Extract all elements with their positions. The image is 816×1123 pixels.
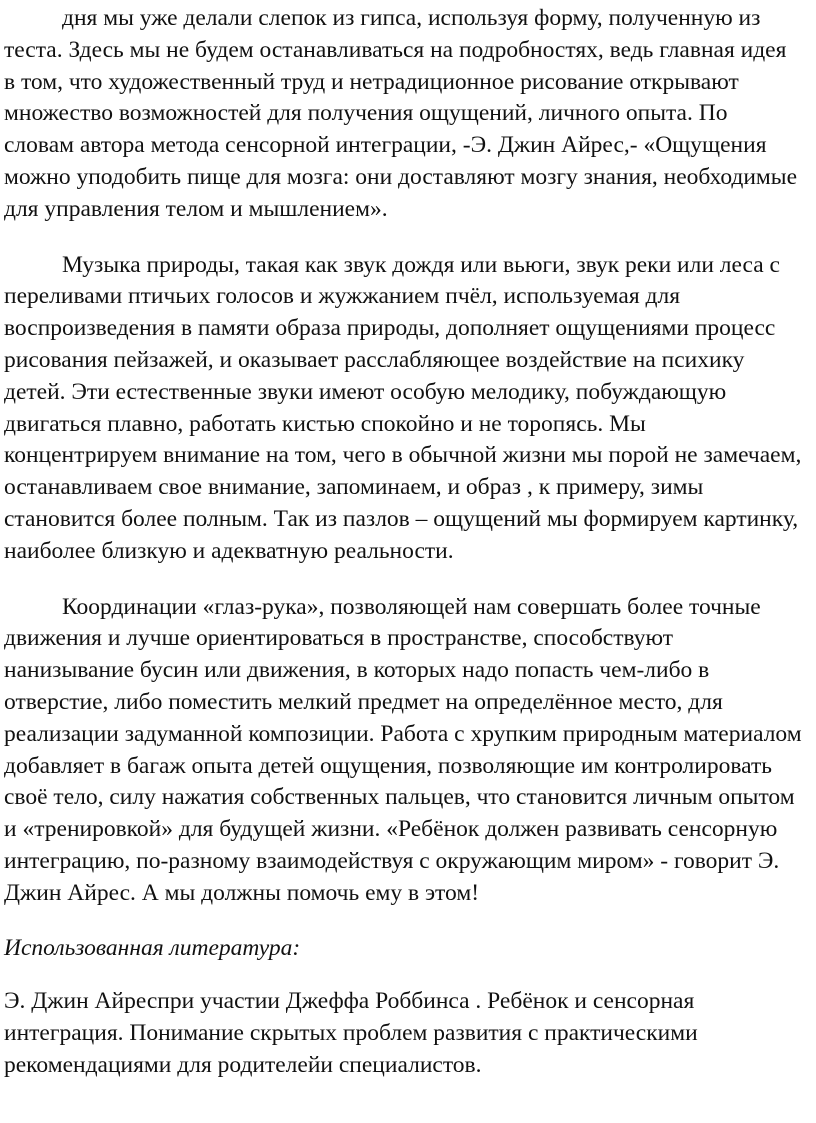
literature-entry: Э. Джин Айреспри участии Джеффа Роббинса . Ребёнок и сенсорная интеграция. Понимание скрытых проблем развития с практическими рекомендациями для родителейи специалистов. [4, 988, 698, 1078]
literature-heading: Использованная литература: [4, 934, 301, 961]
body-paragraph-3: Координации «глаз-рука», позволяющей нам совершать более точные движения и лучше ориентироваться в пространстве, способствуют нанизывание бусин или движения, в которых надо попасть чем-либо в отверстие, либо поместить мелкий предмет на определённое место, для реализации задуманной композиции. Работа с хрупким природным материалом добавляет в багаж опыта детей ощущения, позволяющие им контролировать своё тело, силу нажатия собственных пальцев, что становится личным опытом и «тренировкой» для будущей жизни. «Ребёнок должен развивать сенсорную интеграцию, по-разному взаимодействуя с окружающим миром» - говорит Э. Джин Айрес. А мы должны помочь ему в этом! [4, 593, 802, 906]
body-paragraph-1: дня мы уже делали слепок из гипса, используя форму, полученную из теста. Здесь мы не будем останавливаться на подробностях, ведь главная идея в том, что художественный труд и нетрадиционное рисование открывают множество возможностей для получения ощущений, личного опыта. По словам автора метода сенсорной интеграции, -Э. Джин Айрес,- «Ощущения можно уподобить пище для мозга: они доставляют мозгу знания, необходимые для управления телом и мышлением». [4, 5, 798, 222]
body-paragraph-2: Музыка природы, такая как звук дождя или вьюги, звук реки или леса с переливами птичьих голосов и жужжанием пчёл, используемая для воспроизведения в памяти образа природы, дополняет ощущениями процесс рисования пейзажей, и оказывает расслабляющее воздействие на психику детей. Эти естественные звуки имеют особую мелодику, побуждающую двигаться плавно, работать кистью спокойно и не торопясь. Мы концентрируем внимание на том, чего в обычной жизни мы порой не замечаем, останавливаем свое внимание, запоминаем, и образ , к примеру, зимы становится более полным. Так из пазлов – ощущений мы формируем картинку, наиболее близкую и адекватную реальности. [4, 251, 802, 564]
